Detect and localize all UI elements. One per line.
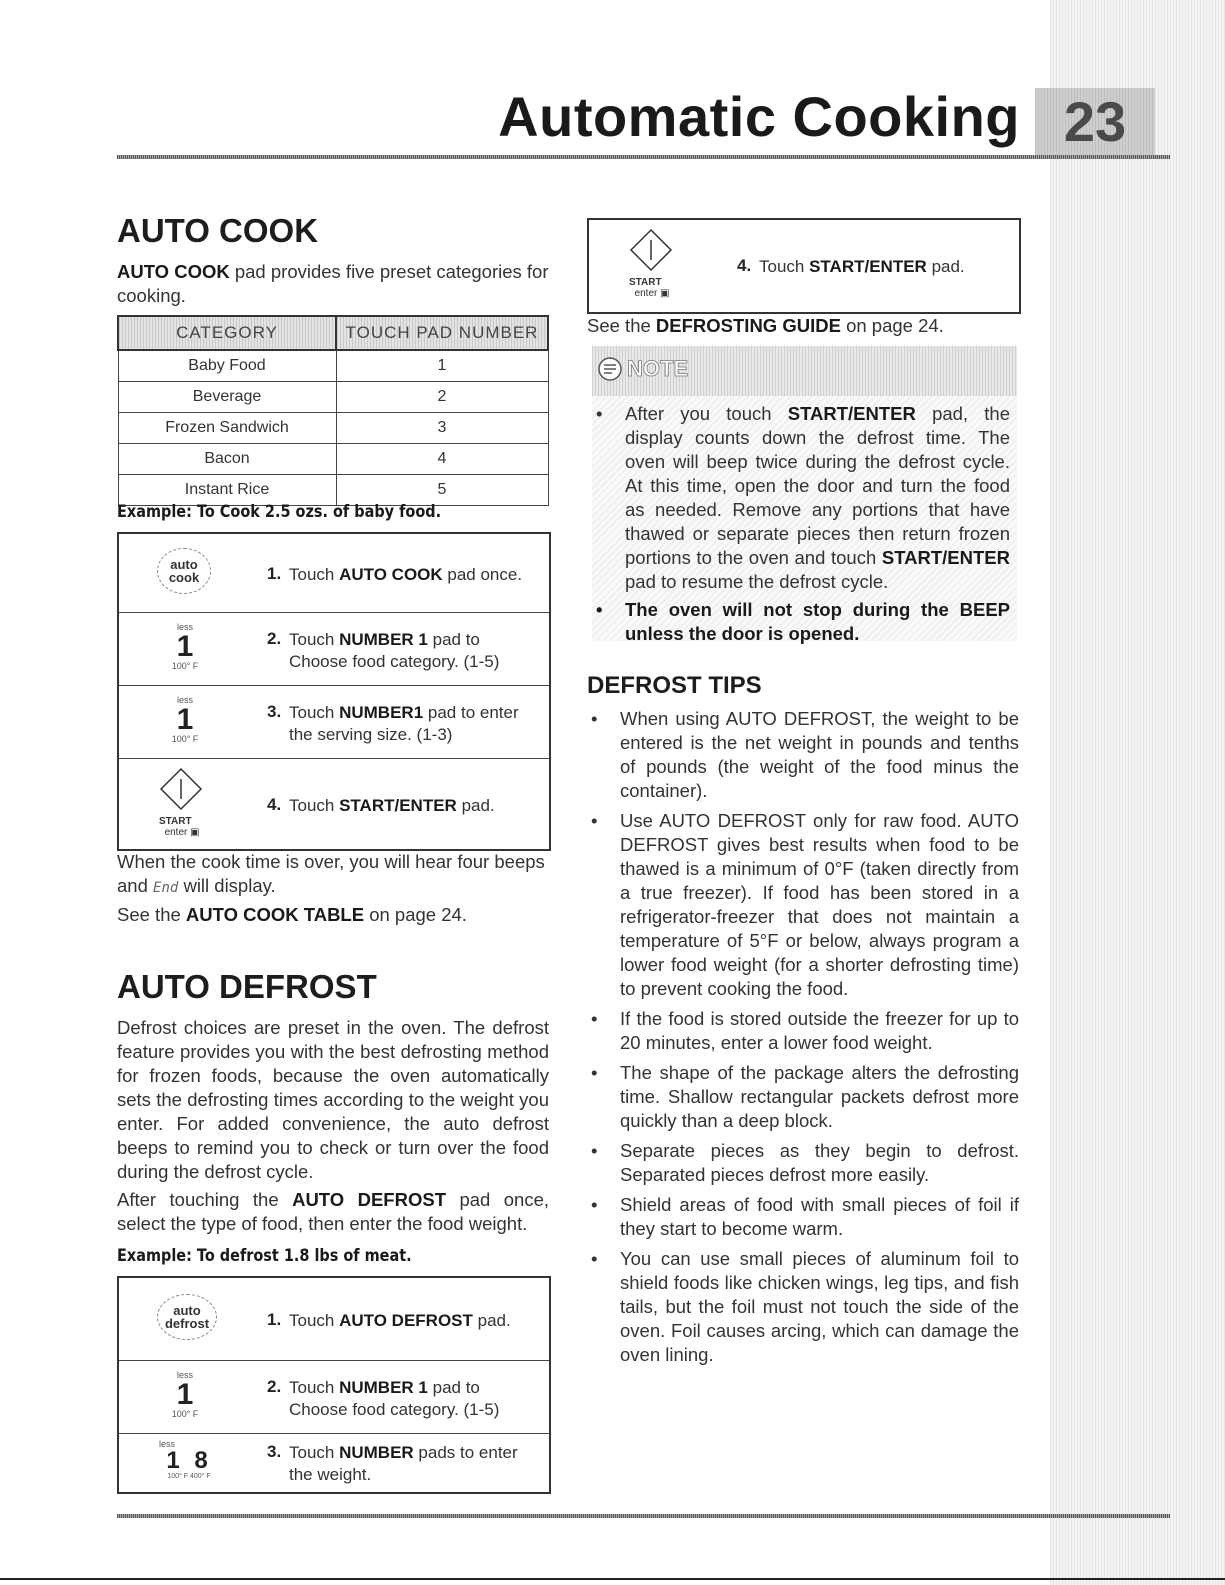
- table-header: TOUCH PAD NUMBER: [336, 316, 548, 350]
- auto-defrost-step-4: [587, 218, 1021, 314]
- auto-cook-steps: [117, 532, 551, 851]
- step-number: 4.: [267, 795, 282, 814]
- step-number: 1.: [267, 564, 282, 583]
- page-title: Automatic Cooking: [498, 85, 1020, 148]
- list-item: • If the food is stored outside the freezer for up to 20 minutes, enter a lower food weight.: [587, 1007, 1019, 1055]
- start-enter-pad-icon: START enter ▣: [629, 228, 673, 299]
- step-text: Touch AUTO DEFROST pad.: [289, 1311, 511, 1330]
- auto-defrost-instructions: After touching the AUTO DEFROST pad once, select the type of food, then enter the food weight.: [117, 1189, 550, 1234]
- step-text: Touch START/ENTER pad.: [289, 796, 495, 815]
- table-header: CATEGORY: [118, 316, 336, 350]
- step-number: 2.: [267, 1377, 282, 1396]
- auto-defrost-description: Defrost choices are preset in the oven. The defrost feature provides you with the best defrosting method for frozen foods, because the oven automatically sets the defrosting times according to the weight you enter. For added convenience, the auto defrost beeps to remind you to check or turn over the food during the defrost cycle.: [117, 1017, 549, 1182]
- note-list: [592, 402, 1010, 646]
- number-1-pad-icon: less 1 100° F: [171, 695, 199, 744]
- list-item: • When using AUTO DEFROST, the weight to be entered is the net weight in pounds and tenths of pounds (the weight of the food minus the container).: [587, 707, 1019, 803]
- table-row: [118, 413, 548, 444]
- step-text: Touch NUMBER pads to enter the weight.: [289, 1443, 518, 1484]
- note-icon: [597, 356, 623, 382]
- auto-cook-heading: AUTO COOK: [117, 212, 319, 249]
- list-item: • Shield areas of food with small pieces of foil if they start to become warm.: [587, 1193, 1019, 1241]
- auto-defrost-pad-icon: auto defrost: [157, 1294, 217, 1340]
- table-row: [118, 350, 548, 382]
- step-row: [119, 613, 549, 686]
- number-1-8-pads-icon: less 1 8 100° F 400° F: [159, 1439, 212, 1480]
- auto-cook-see-also: See the AUTO COOK TABLE on page 24.: [117, 904, 467, 925]
- list-item: • You can use small pieces of aluminum foil to shield foods like chicken wings, leg tips, and fish tails, but the foil must not touch the side of the oven. Foil causes arcing, which can damage the oven lining.: [587, 1247, 1019, 1367]
- defrost-tips-heading: DEFROST TIPS: [587, 672, 762, 699]
- auto-defrost-heading: AUTO DEFROST: [117, 968, 377, 1005]
- auto-defrost-steps: [117, 1276, 551, 1494]
- footer-rule: [117, 1514, 1170, 1518]
- list-item: • Separate pieces as they begin to defrost. Separated pieces defrost more easily.: [587, 1139, 1019, 1187]
- step-row: [119, 759, 549, 849]
- table-row: [118, 382, 548, 413]
- step-row: [589, 220, 1019, 312]
- note-label-group: [597, 356, 688, 382]
- table-cell: Baby Food: [118, 350, 336, 382]
- table-cell: 4: [336, 444, 548, 475]
- step-text: Touch AUTO COOK pad once.: [289, 565, 523, 584]
- number-1-pad-icon: less 1 100° F: [171, 622, 199, 671]
- step-number: 3.: [267, 1442, 282, 1461]
- step-number: 2.: [267, 629, 282, 648]
- table-cell: 5: [336, 475, 548, 506]
- step-number: 4.: [737, 256, 752, 275]
- end-display-code: End: [153, 880, 179, 896]
- step-row: [119, 686, 549, 759]
- step-row: [119, 1278, 549, 1361]
- defrost-guide-see-also: See the DEFROSTING GUIDE on page 24.: [587, 315, 944, 336]
- step-text: Touch NUMBER 1 pad to Choose food category. (1-5): [289, 630, 500, 671]
- cook-complete-text: When the cook time is over, you will hear four beeps and End will display.: [117, 851, 545, 896]
- table-cell: Instant Rice: [118, 475, 336, 506]
- start-diamond-icon: [159, 767, 203, 811]
- step-number: 3.: [267, 702, 282, 721]
- table-cell: Bacon: [118, 444, 336, 475]
- auto-cook-pad-icon: auto cook: [157, 548, 211, 594]
- auto-cook-example: Example: To Cook 2.5 ozs. of baby food.: [117, 502, 442, 522]
- defrost-tips-list: [587, 707, 1019, 1367]
- note-label: NOTE: [627, 356, 689, 381]
- table-cell: Frozen Sandwich: [118, 413, 336, 444]
- step-row: [119, 1361, 549, 1434]
- page-edge-strip: [1050, 0, 1225, 1585]
- page-number: 23: [1063, 90, 1127, 153]
- start-diamond-icon: [629, 228, 673, 272]
- list-item: • Use AUTO DEFROST only for raw food. AUTO DEFROST gives best results when food to be thawed is a minimum of 0°F (taken directly from a true freezer). If food has been stored in a refrigerator-freezer that does not maintain a temperature of 5°F or below, always program a lower food weight (for a shorter defrosting time) to prevent cooking the food.: [587, 809, 1019, 1001]
- scan-edge-line: [0, 1578, 1225, 1580]
- start-enter-pad-icon: START enter ▣: [159, 767, 203, 838]
- number-1-pad-icon: less 1 100° F: [171, 1370, 199, 1419]
- step-text: Touch START/ENTER pad.: [759, 257, 965, 276]
- category-table: [117, 315, 549, 506]
- step-number: 1.: [267, 1310, 282, 1329]
- auto-defrost-example: Example: To defrost 1.8 lbs of meat.: [117, 1246, 412, 1266]
- table-cell: Beverage: [118, 382, 336, 413]
- table-row: [118, 475, 548, 506]
- list-item: • The oven will not stop during the BEEP unless the door is opened.: [592, 598, 1010, 646]
- header-rule: [117, 155, 1170, 159]
- table-cell: 1: [336, 350, 548, 382]
- table-cell: 2: [336, 382, 548, 413]
- table-cell: 3: [336, 413, 548, 444]
- step-row: [119, 534, 549, 613]
- auto-cook-intro: AUTO COOK pad provides five preset categories for cooking.: [117, 261, 549, 306]
- list-item: • After you touch START/ENTER pad, the display counts down the defrost time. The oven will beep twice during the defrost cycle. At this time, open the door and turn the food as needed. Remove any portions that have thawed or separate pieces then return frozen portions to the oven and touch START/ENTER pad to resume the defrost cycle.: [592, 402, 1010, 594]
- step-text: Touch NUMBER1 pad to enter the serving size. (1-3): [289, 703, 519, 744]
- list-item: • The shape of the package alters the defrosting time. Shallow rectangular packets defrost more quickly than a deep block.: [587, 1061, 1019, 1133]
- table-row: [118, 444, 548, 475]
- step-text: Touch NUMBER 1 pad to Choose food category. (1-5): [289, 1378, 500, 1419]
- step-row: [119, 1434, 549, 1492]
